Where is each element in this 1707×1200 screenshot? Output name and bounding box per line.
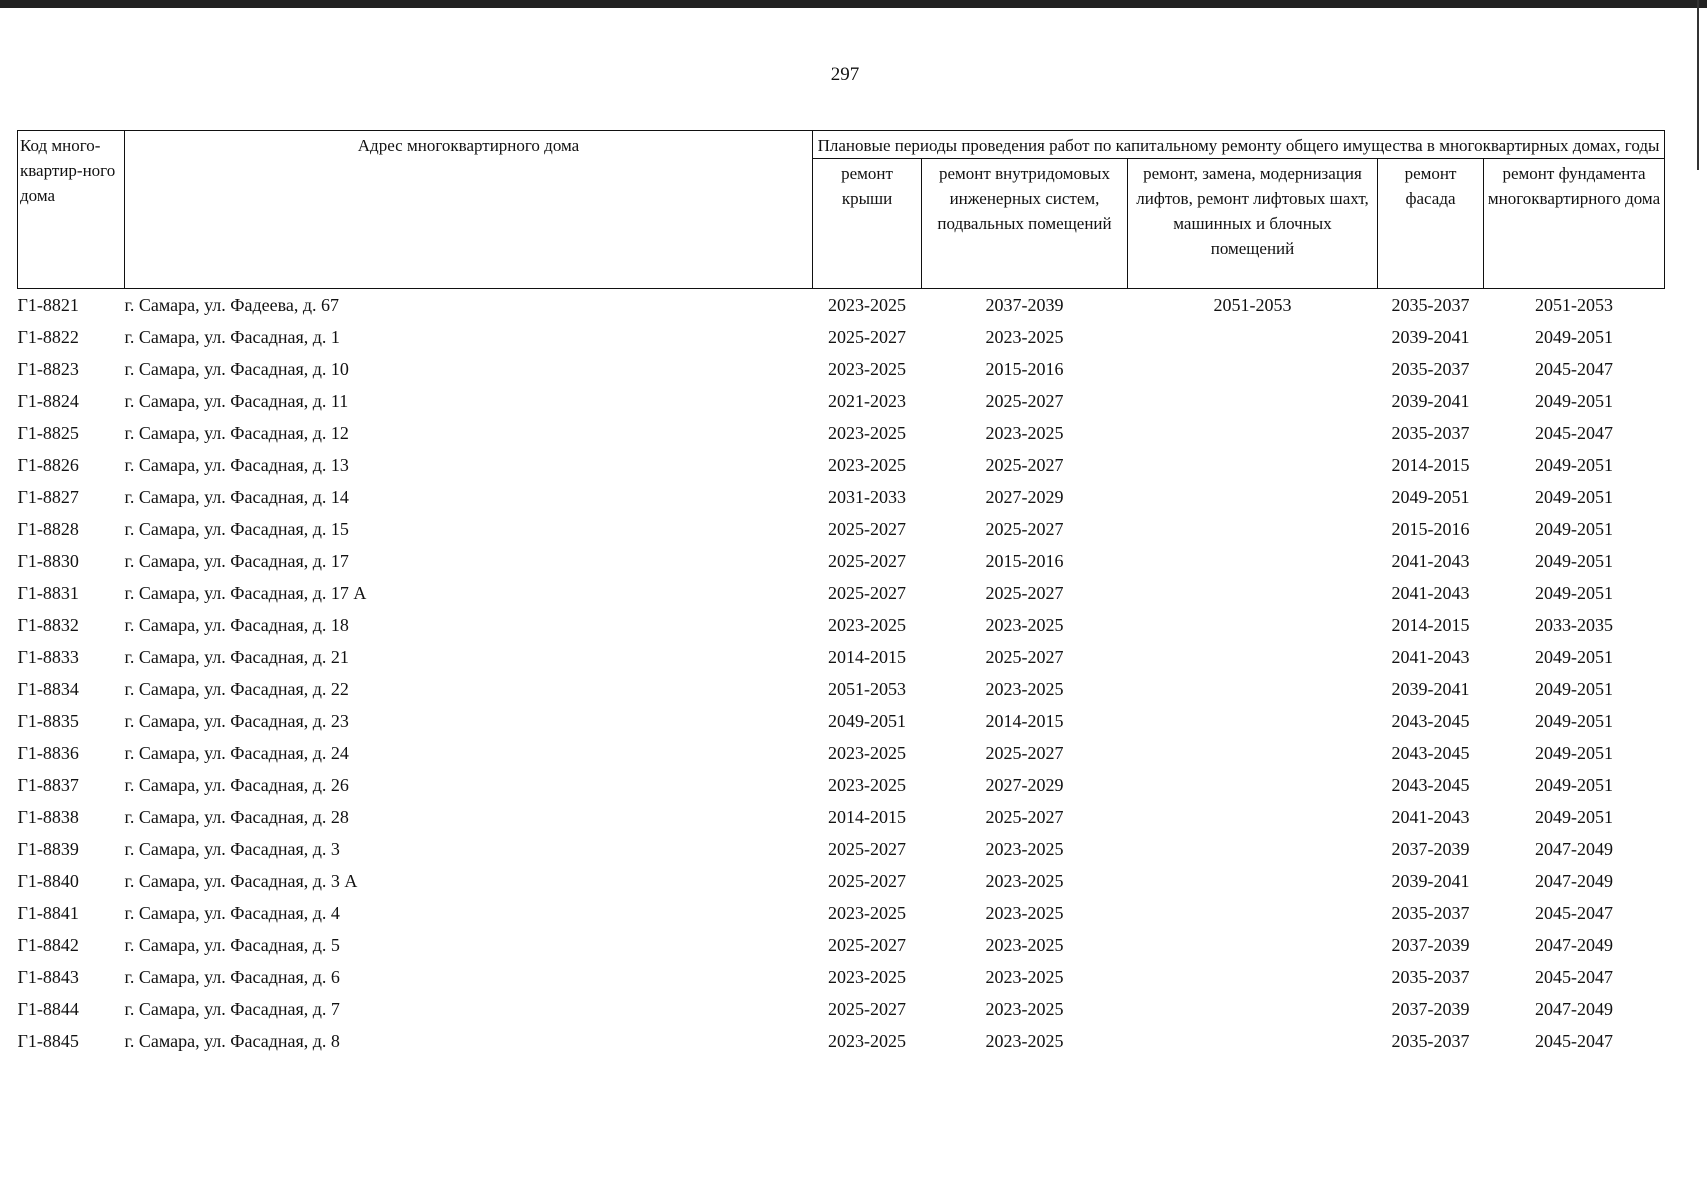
cell-lifts bbox=[1128, 769, 1378, 801]
cell-address: г. Самара, ул. Фасадная, д. 7 bbox=[124, 998, 340, 1019]
table-row bbox=[18, 449, 1665, 481]
cell-code: Г1-8825 bbox=[17, 422, 79, 443]
cell-address: г. Самара, ул. Фасадная, д. 13 bbox=[124, 454, 349, 475]
cell-facade: 2043-2045 bbox=[1391, 742, 1470, 763]
table-row bbox=[18, 833, 1665, 865]
cell-foundation: 2033-2035 bbox=[1535, 614, 1614, 635]
cell-address: г. Самара, ул. Фасадная, д. 15 bbox=[124, 518, 349, 539]
cell-lifts bbox=[1128, 1025, 1378, 1057]
table-row bbox=[18, 801, 1665, 833]
cell-facade: 2041-2043 bbox=[1391, 550, 1470, 571]
cell-address: г. Самара, ул. Фасадная, д. 26 bbox=[124, 774, 349, 795]
cell-code: Г1-8842 bbox=[17, 934, 79, 955]
cell-engineering-systems: 2025-2027 bbox=[985, 518, 1064, 539]
scan-top-border bbox=[0, 0, 1707, 8]
cell-code: Г1-8833 bbox=[17, 646, 79, 667]
cell-roof: 2025-2027 bbox=[828, 550, 906, 571]
cell-roof: 2025-2027 bbox=[828, 518, 906, 539]
cell-roof: 2025-2027 bbox=[828, 582, 906, 603]
cell-roof: 2025-2027 bbox=[828, 838, 906, 859]
cell-engineering-systems: 2027-2029 bbox=[985, 774, 1064, 795]
table-row bbox=[18, 577, 1665, 609]
header-planned-periods: Плановые периоды проведения работ по капитальному ремонту общего имущества в многоквартирных домах, годы bbox=[813, 131, 1665, 159]
cell-code: Г1-8828 bbox=[17, 518, 79, 539]
cell-code: Г1-8835 bbox=[17, 710, 79, 731]
cell-address: г. Самара, ул. Фасадная, д. 8 bbox=[124, 1030, 340, 1051]
cell-foundation: 2045-2047 bbox=[1535, 966, 1614, 987]
cell-lifts bbox=[1128, 865, 1378, 897]
cell-roof: 2025-2027 bbox=[828, 326, 906, 347]
cell-code: Г1-8837 bbox=[17, 774, 79, 795]
cell-engineering-systems: 2023-2025 bbox=[985, 870, 1064, 891]
cell-code: Г1-8831 bbox=[17, 582, 79, 603]
cell-address: г. Самара, ул. Фасадная, д. 3 bbox=[124, 838, 340, 859]
cell-code: Г1-8839 bbox=[17, 838, 79, 859]
cell-engineering-systems: 2023-2025 bbox=[985, 678, 1064, 699]
cell-roof: 2025-2027 bbox=[828, 934, 906, 955]
cell-lifts bbox=[1128, 417, 1378, 449]
cell-facade: 2039-2041 bbox=[1391, 326, 1470, 347]
cell-code: Г1-8845 bbox=[17, 1030, 79, 1051]
cell-facade: 2039-2041 bbox=[1391, 678, 1470, 699]
cell-address: г. Самара, ул. Фасадная, д. 24 bbox=[124, 742, 349, 763]
cell-engineering-systems: 2023-2025 bbox=[985, 1030, 1064, 1051]
table-row bbox=[18, 929, 1665, 961]
cell-foundation: 2049-2051 bbox=[1535, 550, 1614, 571]
cell-lifts bbox=[1128, 737, 1378, 769]
cell-code: Г1-8832 bbox=[17, 614, 79, 635]
cell-engineering-systems: 2027-2029 bbox=[985, 486, 1064, 507]
cell-roof: 2014-2015 bbox=[828, 806, 906, 827]
table-row bbox=[18, 385, 1665, 417]
table-row bbox=[18, 673, 1665, 705]
cell-facade: 2015-2016 bbox=[1391, 518, 1470, 539]
cell-facade: 2037-2039 bbox=[1391, 998, 1470, 1019]
cell-facade: 2037-2039 bbox=[1391, 838, 1470, 859]
cell-facade: 2035-2037 bbox=[1391, 422, 1470, 443]
cell-facade: 2043-2045 bbox=[1391, 774, 1470, 795]
table-row bbox=[18, 609, 1665, 641]
cell-code: Г1-8824 bbox=[17, 390, 79, 411]
cell-lifts bbox=[1128, 609, 1378, 641]
cell-facade: 2041-2043 bbox=[1391, 582, 1470, 603]
cell-roof: 2049-2051 bbox=[828, 710, 906, 731]
cell-facade: 2035-2037 bbox=[1391, 966, 1470, 987]
cell-engineering-systems: 2037-2039 bbox=[985, 294, 1064, 315]
cell-code: Г1-8823 bbox=[17, 358, 79, 379]
cell-roof: 2025-2027 bbox=[828, 998, 906, 1019]
cell-roof: 2021-2023 bbox=[828, 390, 906, 411]
cell-engineering-systems: 2023-2025 bbox=[985, 326, 1064, 347]
cell-foundation: 2049-2051 bbox=[1535, 806, 1614, 827]
repair-schedule-table bbox=[17, 130, 1665, 1057]
cell-address: г. Самара, ул. Фасадная, д. 14 bbox=[124, 486, 349, 507]
cell-facade: 2035-2037 bbox=[1391, 1030, 1470, 1051]
cell-lifts bbox=[1128, 929, 1378, 961]
cell-roof: 2023-2025 bbox=[828, 774, 906, 795]
cell-foundation: 2045-2047 bbox=[1535, 358, 1614, 379]
cell-engineering-systems: 2023-2025 bbox=[985, 422, 1064, 443]
cell-engineering-systems: 2023-2025 bbox=[985, 998, 1064, 1019]
table-row bbox=[18, 481, 1665, 513]
cell-foundation: 2049-2051 bbox=[1535, 326, 1614, 347]
cell-foundation: 2049-2051 bbox=[1535, 646, 1614, 667]
cell-code: Г1-8834 bbox=[17, 678, 79, 699]
header-facade: ремонт фасада bbox=[1378, 159, 1484, 289]
cell-code: Г1-8827 bbox=[17, 486, 79, 507]
cell-address: г. Самара, ул. Фасадная, д. 11 bbox=[124, 390, 349, 411]
table-row bbox=[18, 289, 1665, 322]
cell-engineering-systems: 2023-2025 bbox=[985, 838, 1064, 859]
cell-lifts bbox=[1128, 321, 1378, 353]
cell-lifts bbox=[1128, 449, 1378, 481]
cell-roof: 2031-2033 bbox=[828, 486, 906, 507]
cell-engineering-systems: 2015-2016 bbox=[985, 550, 1064, 571]
cell-facade: 2035-2037 bbox=[1391, 294, 1470, 315]
cell-foundation: 2049-2051 bbox=[1535, 454, 1614, 475]
cell-roof: 2023-2025 bbox=[828, 902, 906, 923]
cell-code: Г1-8838 bbox=[17, 806, 79, 827]
header-roof: ремонт крыши bbox=[813, 159, 922, 289]
table-row bbox=[18, 705, 1665, 737]
cell-address: г. Самара, ул. Фасадная, д. 4 bbox=[124, 902, 340, 923]
cell-code: Г1-8822 bbox=[17, 326, 79, 347]
cell-facade: 2035-2037 bbox=[1391, 358, 1470, 379]
cell-foundation: 2047-2049 bbox=[1535, 934, 1614, 955]
cell-lifts bbox=[1128, 993, 1378, 1025]
cell-facade: 2041-2043 bbox=[1391, 646, 1470, 667]
cell-foundation: 2049-2051 bbox=[1535, 742, 1614, 763]
cell-engineering-systems: 2015-2016 bbox=[985, 358, 1064, 379]
cell-roof: 2051-2053 bbox=[828, 678, 906, 699]
table-row bbox=[18, 513, 1665, 545]
cell-lifts bbox=[1128, 673, 1378, 705]
header-engineering-systems: ремонт внутридомовых инженерных систем, подвальных помещений bbox=[922, 159, 1128, 289]
cell-address: г. Самара, ул. Фасадная, д. 6 bbox=[124, 966, 340, 987]
scan-right-edge bbox=[1697, 0, 1699, 170]
table-row bbox=[18, 865, 1665, 897]
cell-address: г. Самара, ул. Фасадная, д. 22 bbox=[124, 678, 349, 699]
cell-address: г. Самара, ул. Фасадная, д. 3 А bbox=[124, 870, 358, 891]
cell-lifts bbox=[1128, 353, 1378, 385]
cell-engineering-systems: 2025-2027 bbox=[985, 390, 1064, 411]
cell-facade: 2039-2041 bbox=[1391, 390, 1470, 411]
cell-roof: 2025-2027 bbox=[828, 870, 906, 891]
cell-lifts bbox=[1128, 833, 1378, 865]
cell-code: Г1-8826 bbox=[17, 454, 79, 475]
cell-lifts bbox=[1128, 897, 1378, 929]
cell-engineering-systems: 2014-2015 bbox=[985, 710, 1064, 731]
cell-roof: 2023-2025 bbox=[828, 742, 906, 763]
cell-foundation: 2049-2051 bbox=[1535, 678, 1614, 699]
cell-facade: 2049-2051 bbox=[1391, 486, 1470, 507]
cell-address: г. Самара, ул. Фадеева, д. 67 bbox=[124, 294, 340, 315]
cell-foundation: 2049-2051 bbox=[1535, 774, 1614, 795]
cell-facade: 2035-2037 bbox=[1391, 902, 1470, 923]
cell-address: г. Самара, ул. Фасадная, д. 17 А bbox=[124, 582, 367, 603]
cell-address: г. Самара, ул. Фасадная, д. 17 bbox=[124, 550, 349, 571]
cell-code: Г1-8843 bbox=[17, 966, 79, 987]
cell-facade: 2041-2043 bbox=[1391, 806, 1470, 827]
cell-address: г. Самара, ул. Фасадная, д. 12 bbox=[124, 422, 349, 443]
cell-roof: 2023-2025 bbox=[828, 966, 906, 987]
cell-lifts bbox=[1128, 961, 1378, 993]
cell-facade: 2014-2015 bbox=[1391, 614, 1470, 635]
cell-code: Г1-8840 bbox=[17, 870, 79, 891]
cell-code: Г1-8844 bbox=[17, 998, 79, 1019]
cell-roof: 2023-2025 bbox=[828, 358, 906, 379]
header-code: Код много-квартир-ного дома bbox=[18, 131, 125, 289]
cell-foundation: 2045-2047 bbox=[1535, 422, 1614, 443]
cell-facade: 2039-2041 bbox=[1391, 870, 1470, 891]
cell-roof: 2014-2015 bbox=[828, 646, 906, 667]
table-row bbox=[18, 961, 1665, 993]
cell-address: г. Самара, ул. Фасадная, д. 23 bbox=[124, 710, 349, 731]
cell-lifts bbox=[1128, 385, 1378, 417]
cell-roof: 2023-2025 bbox=[828, 1030, 906, 1051]
cell-foundation: 2049-2051 bbox=[1535, 582, 1614, 603]
cell-facade: 2014-2015 bbox=[1391, 454, 1470, 475]
cell-foundation: 2049-2051 bbox=[1535, 390, 1614, 411]
cell-roof: 2023-2025 bbox=[828, 422, 906, 443]
table-row bbox=[18, 417, 1665, 449]
cell-code: Г1-8841 bbox=[17, 902, 79, 923]
table-row bbox=[18, 321, 1665, 353]
table-header bbox=[18, 131, 1665, 289]
cell-foundation: 2049-2051 bbox=[1535, 486, 1614, 507]
table-row bbox=[18, 641, 1665, 673]
cell-lifts bbox=[1128, 801, 1378, 833]
table-row bbox=[18, 737, 1665, 769]
cell-address: г. Самара, ул. Фасадная, д. 21 bbox=[124, 646, 349, 667]
cell-lifts: 2051-2053 bbox=[1213, 294, 1292, 315]
cell-code: Г1-8830 bbox=[17, 550, 79, 571]
cell-facade: 2043-2045 bbox=[1391, 710, 1470, 731]
cell-address: г. Самара, ул. Фасадная, д. 1 bbox=[124, 326, 340, 347]
cell-facade: 2037-2039 bbox=[1391, 934, 1470, 955]
cell-address: г. Самара, ул. Фасадная, д. 10 bbox=[124, 358, 349, 379]
cell-foundation: 2049-2051 bbox=[1535, 710, 1614, 731]
cell-engineering-systems: 2025-2027 bbox=[985, 806, 1064, 827]
cell-lifts bbox=[1128, 705, 1378, 737]
cell-address: г. Самара, ул. Фасадная, д. 18 bbox=[124, 614, 349, 635]
page-number: 297 bbox=[830, 64, 860, 85]
cell-foundation: 2049-2051 bbox=[1535, 518, 1614, 539]
cell-roof: 2023-2025 bbox=[828, 614, 906, 635]
header-address: Адрес многоквартирного дома bbox=[125, 131, 813, 289]
header-foundation: ремонт фундамента многоквартирного дома bbox=[1484, 159, 1665, 289]
cell-foundation: 2047-2049 bbox=[1535, 998, 1614, 1019]
cell-lifts bbox=[1128, 545, 1378, 577]
cell-lifts bbox=[1128, 481, 1378, 513]
cell-engineering-systems: 2023-2025 bbox=[985, 614, 1064, 635]
cell-engineering-systems: 2025-2027 bbox=[985, 646, 1064, 667]
cell-lifts bbox=[1128, 513, 1378, 545]
cell-foundation: 2045-2047 bbox=[1535, 902, 1614, 923]
cell-foundation: 2051-2053 bbox=[1535, 294, 1614, 315]
cell-engineering-systems: 2025-2027 bbox=[985, 582, 1064, 603]
cell-engineering-systems: 2025-2027 bbox=[985, 742, 1064, 763]
table-row bbox=[18, 545, 1665, 577]
header-lifts: ремонт, замена, модернизация лифтов, ремонт лифтовых шахт, машинных и блочных помещений bbox=[1128, 159, 1378, 289]
cell-lifts bbox=[1128, 577, 1378, 609]
table-row bbox=[18, 897, 1665, 929]
table-row bbox=[18, 993, 1665, 1025]
cell-address: г. Самара, ул. Фасадная, д. 5 bbox=[124, 934, 340, 955]
cell-engineering-systems: 2023-2025 bbox=[985, 902, 1064, 923]
cell-code: Г1-8836 bbox=[17, 742, 79, 763]
cell-engineering-systems: 2023-2025 bbox=[985, 934, 1064, 955]
cell-engineering-systems: 2023-2025 bbox=[985, 966, 1064, 987]
cell-foundation: 2045-2047 bbox=[1535, 1030, 1614, 1051]
cell-engineering-systems: 2025-2027 bbox=[985, 454, 1064, 475]
table-row bbox=[18, 353, 1665, 385]
cell-roof: 2023-2025 bbox=[828, 294, 906, 315]
cell-foundation: 2047-2049 bbox=[1535, 870, 1614, 891]
table-row bbox=[18, 769, 1665, 801]
cell-code: Г1-8821 bbox=[17, 294, 79, 315]
table-row bbox=[18, 1025, 1665, 1057]
cell-roof: 2023-2025 bbox=[828, 454, 906, 475]
cell-address: г. Самара, ул. Фасадная, д. 28 bbox=[124, 806, 349, 827]
cell-foundation: 2047-2049 bbox=[1535, 838, 1614, 859]
table-body bbox=[18, 289, 1665, 1058]
cell-lifts bbox=[1128, 641, 1378, 673]
